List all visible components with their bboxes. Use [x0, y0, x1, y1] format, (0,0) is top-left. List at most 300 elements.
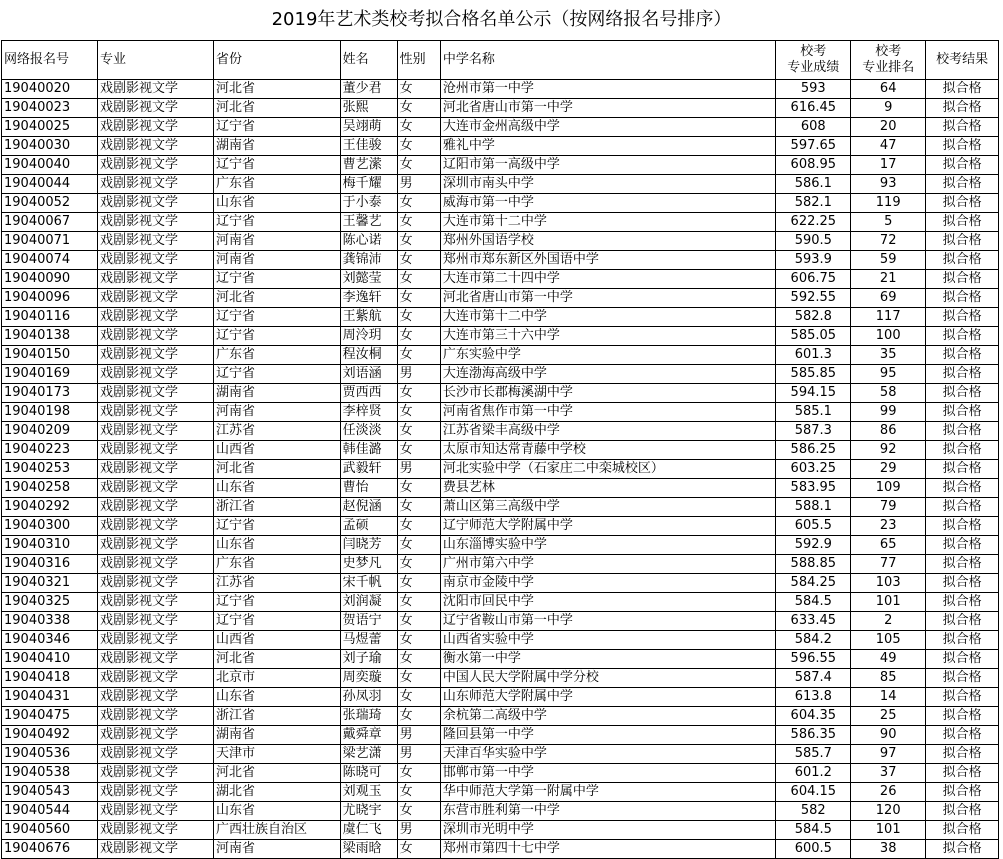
cell-score: 604.15: [776, 783, 851, 802]
cell-province: 湖南省: [214, 384, 341, 403]
cell-reg-no: 19040258: [2, 479, 98, 498]
cell-reg-no: 19040300: [2, 517, 98, 536]
cell-reg-no: 19040074: [2, 251, 98, 270]
cell-province: 山东省: [214, 536, 341, 555]
cell-result: 拟合格: [926, 327, 999, 346]
cell-major: 戏剧影视文学: [98, 536, 214, 555]
cell-score: 597.65: [776, 137, 851, 156]
cell-reg-no: 19040431: [2, 688, 98, 707]
cell-province: 江苏省: [214, 574, 341, 593]
col-header-school: 中学名称: [440, 41, 775, 80]
cell-school: 辽宁师范大学附属中学: [440, 517, 775, 536]
table-row: [2, 631, 999, 650]
cell-reg-no: 19040338: [2, 612, 98, 631]
cell-name: 史梦凡: [340, 555, 397, 574]
cell-result: 拟合格: [926, 346, 999, 365]
table-row: [2, 764, 999, 783]
table-row: [2, 327, 999, 346]
table-row: [2, 441, 999, 460]
cell-rank: 101: [851, 593, 926, 612]
table-row: [2, 536, 999, 555]
cell-rank: 49: [851, 650, 926, 669]
cell-major: 戏剧影视文学: [98, 80, 214, 99]
cell-result: 拟合格: [926, 707, 999, 726]
cell-result: 拟合格: [926, 137, 999, 156]
cell-major: 戏剧影视文学: [98, 175, 214, 194]
cell-reg-no: 19040316: [2, 555, 98, 574]
cell-province: 河北省: [214, 80, 341, 99]
cell-major: 戏剧影视文学: [98, 270, 214, 289]
cell-province: 辽宁省: [214, 118, 341, 137]
table-row: [2, 213, 999, 232]
cell-school: 东营市胜利第一中学: [440, 802, 775, 821]
cell-result: 拟合格: [926, 460, 999, 479]
cell-result: 拟合格: [926, 631, 999, 650]
cell-school: 太原市知达常青藤中学校: [440, 441, 775, 460]
cell-score: 586.25: [776, 441, 851, 460]
cell-school: 大连市第十二中学: [440, 308, 775, 327]
cell-major: 戏剧影视文学: [98, 745, 214, 764]
cell-score: 588.1: [776, 498, 851, 517]
table-row: [2, 555, 999, 574]
cell-rank: 2: [851, 612, 926, 631]
cell-result: 拟合格: [926, 422, 999, 441]
cell-rank: 100: [851, 327, 926, 346]
cell-major: 戏剧影视文学: [98, 840, 214, 859]
cell-province: 河北省: [214, 99, 341, 118]
cell-score: 601.3: [776, 346, 851, 365]
cell-reg-no: 19040560: [2, 821, 98, 840]
col-header-gender: 性别: [397, 41, 440, 80]
cell-name: 李逸轩: [340, 289, 397, 308]
cell-reg-no: 19040138: [2, 327, 98, 346]
cell-gender: 女: [397, 308, 440, 327]
cell-score: 587.3: [776, 422, 851, 441]
cell-name: 任淡淡: [340, 422, 397, 441]
table-row: [2, 175, 999, 194]
cell-major: 戏剧影视文学: [98, 612, 214, 631]
cell-name: 王佳骏: [340, 137, 397, 156]
table-row: [2, 707, 999, 726]
table-row: [2, 156, 999, 175]
cell-result: 拟合格: [926, 80, 999, 99]
cell-rank: 95: [851, 365, 926, 384]
cell-major: 戏剧影视文学: [98, 764, 214, 783]
cell-score: 605.5: [776, 517, 851, 536]
cell-name: 梁雨晗: [340, 840, 397, 859]
cell-gender: 女: [397, 80, 440, 99]
cell-province: 河南省: [214, 251, 341, 270]
cell-score: 600.5: [776, 840, 851, 859]
col-header-rank: 校考 专业排名: [851, 41, 926, 80]
cell-province: 山东省: [214, 194, 341, 213]
cell-reg-no: 19040116: [2, 308, 98, 327]
cell-school: 江苏省梁丰高级中学: [440, 422, 775, 441]
cell-reg-no: 19040676: [2, 840, 98, 859]
cell-reg-no: 19040150: [2, 346, 98, 365]
cell-score: 586.35: [776, 726, 851, 745]
cell-score: 590.5: [776, 232, 851, 251]
cell-gender: 女: [397, 574, 440, 593]
cell-school: 大连市第三十六中学: [440, 327, 775, 346]
cell-reg-no: 19040044: [2, 175, 98, 194]
cell-gender: 女: [397, 384, 440, 403]
cell-reg-no: 19040536: [2, 745, 98, 764]
cell-result: 拟合格: [926, 156, 999, 175]
cell-score: 592.55: [776, 289, 851, 308]
cell-score: 584.2: [776, 631, 851, 650]
cell-name: 刘子瑜: [340, 650, 397, 669]
cell-school: 大连市金州高级中学: [440, 118, 775, 137]
cell-major: 戏剧影视文学: [98, 631, 214, 650]
cell-name: 尤晓宇: [340, 802, 397, 821]
cell-score: 585.85: [776, 365, 851, 384]
cell-reg-no: 19040492: [2, 726, 98, 745]
cell-score: 603.25: [776, 460, 851, 479]
cell-gender: 女: [397, 118, 440, 137]
table-row: [2, 650, 999, 669]
cell-reg-no: 19040544: [2, 802, 98, 821]
cell-gender: 女: [397, 707, 440, 726]
cell-school: 邯郸市第一中学: [440, 764, 775, 783]
cell-major: 戏剧影视文学: [98, 99, 214, 118]
cell-name: 张瑞琦: [340, 707, 397, 726]
cell-reg-no: 19040346: [2, 631, 98, 650]
cell-reg-no: 19040310: [2, 536, 98, 555]
cell-name: 陈晓可: [340, 764, 397, 783]
cell-reg-no: 19040020: [2, 80, 98, 99]
cell-school: 衡水第一中学: [440, 650, 775, 669]
cell-reg-no: 19040067: [2, 213, 98, 232]
cell-major: 戏剧影视文学: [98, 156, 214, 175]
cell-province: 广东省: [214, 346, 341, 365]
cell-rank: 23: [851, 517, 926, 536]
cell-rank: 29: [851, 460, 926, 479]
cell-rank: 17: [851, 156, 926, 175]
cell-province: 浙江省: [214, 707, 341, 726]
cell-school: 费县艺林: [440, 479, 775, 498]
cell-result: 拟合格: [926, 270, 999, 289]
cell-school: 威海市第一中学: [440, 194, 775, 213]
table-row: [2, 460, 999, 479]
cell-province: 辽宁省: [214, 612, 341, 631]
cell-reg-no: 19040223: [2, 441, 98, 460]
cell-name: 吴翊萌: [340, 118, 397, 137]
cell-rank: 105: [851, 631, 926, 650]
cell-province: 浙江省: [214, 498, 341, 517]
cell-province: 江苏省: [214, 422, 341, 441]
cell-name: 曹艺潆: [340, 156, 397, 175]
cell-gender: 女: [397, 555, 440, 574]
cell-name: 刘语涵: [340, 365, 397, 384]
cell-rank: 101: [851, 821, 926, 840]
cell-score: 584.25: [776, 574, 851, 593]
cell-result: 拟合格: [926, 251, 999, 270]
table-row: [2, 612, 999, 631]
cell-gender: 女: [397, 612, 440, 631]
table-row: [2, 840, 999, 859]
cell-school: 天津百华实验中学: [440, 745, 775, 764]
cell-major: 戏剧影视文学: [98, 308, 214, 327]
cell-name: 周奕璇: [340, 669, 397, 688]
cell-province: 河北省: [214, 289, 341, 308]
cell-gender: 女: [397, 536, 440, 555]
cell-rank: 79: [851, 498, 926, 517]
cell-major: 戏剧影视文学: [98, 251, 214, 270]
cell-gender: 女: [397, 346, 440, 365]
table-row: [2, 517, 999, 536]
cell-result: 拟合格: [926, 802, 999, 821]
cell-gender: 男: [397, 460, 440, 479]
col-header-result: 校考结果: [926, 41, 999, 80]
cell-major: 戏剧影视文学: [98, 650, 214, 669]
cell-result: 拟合格: [926, 536, 999, 555]
cell-major: 戏剧影视文学: [98, 498, 214, 517]
cell-gender: 女: [397, 194, 440, 213]
cell-reg-no: 19040325: [2, 593, 98, 612]
table-row: [2, 289, 999, 308]
cell-school: 河北实验中学（石家庄二中栾城校区）: [440, 460, 775, 479]
cell-rank: 120: [851, 802, 926, 821]
cell-score: 585.05: [776, 327, 851, 346]
col-header-major: 专业: [98, 41, 214, 80]
table-row: [2, 498, 999, 517]
cell-rank: 109: [851, 479, 926, 498]
cell-rank: 64: [851, 80, 926, 99]
cell-school: 华中师范大学第一附属中学: [440, 783, 775, 802]
cell-result: 拟合格: [926, 365, 999, 384]
cell-result: 拟合格: [926, 441, 999, 460]
cell-score: 583.95: [776, 479, 851, 498]
cell-result: 拟合格: [926, 498, 999, 517]
cell-result: 拟合格: [926, 384, 999, 403]
cell-province: 辽宁省: [214, 327, 341, 346]
table-row: [2, 308, 999, 327]
cell-reg-no: 19040418: [2, 669, 98, 688]
cell-gender: 女: [397, 403, 440, 422]
header-row: [2, 41, 999, 80]
cell-school: 沧州市第一中学: [440, 80, 775, 99]
cell-gender: 女: [397, 631, 440, 650]
cell-name: 龚锦沛: [340, 251, 397, 270]
cell-major: 戏剧影视文学: [98, 479, 214, 498]
cell-name: 程汝桐: [340, 346, 397, 365]
cell-rank: 38: [851, 840, 926, 859]
table-row: [2, 346, 999, 365]
cell-province: 辽宁省: [214, 308, 341, 327]
cell-name: 武毅轩: [340, 460, 397, 479]
page-title: 2019年艺术类校考拟合格名单公示（按网络报名号排序）: [271, 9, 732, 30]
cell-result: 拟合格: [926, 232, 999, 251]
cell-school: 沈阳市回民中学: [440, 593, 775, 612]
cell-province: 广东省: [214, 555, 341, 574]
cell-result: 拟合格: [926, 517, 999, 536]
cell-rank: 58: [851, 384, 926, 403]
admission-table: [1, 40, 999, 859]
cell-name: 孟硕: [340, 517, 397, 536]
cell-school: 广州市第六中学: [440, 555, 775, 574]
cell-school: 山西省实验中学: [440, 631, 775, 650]
table-row: [2, 745, 999, 764]
cell-major: 戏剧影视文学: [98, 688, 214, 707]
cell-rank: 69: [851, 289, 926, 308]
cell-major: 戏剧影视文学: [98, 802, 214, 821]
cell-gender: 女: [397, 479, 440, 498]
cell-major: 戏剧影视文学: [98, 460, 214, 479]
cell-score: 584.5: [776, 593, 851, 612]
cell-result: 拟合格: [926, 612, 999, 631]
cell-result: 拟合格: [926, 194, 999, 213]
table-row: [2, 688, 999, 707]
cell-name: 梅千耀: [340, 175, 397, 194]
cell-rank: 65: [851, 536, 926, 555]
cell-reg-no: 19040023: [2, 99, 98, 118]
cell-major: 戏剧影视文学: [98, 574, 214, 593]
cell-reg-no: 19040071: [2, 232, 98, 251]
cell-province: 北京市: [214, 669, 341, 688]
table-row: [2, 783, 999, 802]
cell-result: 拟合格: [926, 403, 999, 422]
cell-rank: 5: [851, 213, 926, 232]
cell-gender: 女: [397, 156, 440, 175]
table-row: [2, 802, 999, 821]
cell-school: 河南省焦作市第一中学: [440, 403, 775, 422]
cell-rank: 77: [851, 555, 926, 574]
cell-score: 584.5: [776, 821, 851, 840]
cell-name: 董少君: [340, 80, 397, 99]
cell-score: 582.8: [776, 308, 851, 327]
cell-name: 刘懿莹: [340, 270, 397, 289]
cell-reg-no: 19040169: [2, 365, 98, 384]
cell-major: 戏剧影视文学: [98, 346, 214, 365]
cell-result: 拟合格: [926, 669, 999, 688]
cell-rank: 9: [851, 99, 926, 118]
cell-gender: 男: [397, 745, 440, 764]
cell-school: 南京市金陵中学: [440, 574, 775, 593]
cell-result: 拟合格: [926, 840, 999, 859]
cell-reg-no: 19040410: [2, 650, 98, 669]
cell-province: 山西省: [214, 441, 341, 460]
cell-major: 戏剧影视文学: [98, 422, 214, 441]
cell-gender: 女: [397, 232, 440, 251]
cell-gender: 男: [397, 726, 440, 745]
cell-major: 戏剧影视文学: [98, 118, 214, 137]
cell-name: 虞仁飞: [340, 821, 397, 840]
cell-reg-no: 19040052: [2, 194, 98, 213]
cell-gender: 女: [397, 251, 440, 270]
cell-gender: 女: [397, 764, 440, 783]
cell-score: 593.9: [776, 251, 851, 270]
cell-result: 拟合格: [926, 555, 999, 574]
cell-gender: 女: [397, 422, 440, 441]
cell-score: 582.1: [776, 194, 851, 213]
cell-rank: 21: [851, 270, 926, 289]
table-row: [2, 574, 999, 593]
cell-result: 拟合格: [926, 726, 999, 745]
cell-gender: 女: [397, 289, 440, 308]
cell-gender: 女: [397, 669, 440, 688]
cell-score: 616.45: [776, 99, 851, 118]
col-header-province: 省份: [214, 41, 341, 80]
cell-gender: 男: [397, 365, 440, 384]
cell-school: 郑州外国语学校: [440, 232, 775, 251]
cell-score: 608: [776, 118, 851, 137]
table-row: [2, 403, 999, 422]
cell-reg-no: 19040173: [2, 384, 98, 403]
cell-major: 戏剧影视文学: [98, 327, 214, 346]
cell-rank: 99: [851, 403, 926, 422]
cell-reg-no: 19040025: [2, 118, 98, 137]
cell-major: 戏剧影视文学: [98, 821, 214, 840]
cell-name: 戴舜章: [340, 726, 397, 745]
cell-result: 拟合格: [926, 821, 999, 840]
cell-gender: 女: [397, 802, 440, 821]
cell-name: 王紫航: [340, 308, 397, 327]
cell-reg-no: 19040096: [2, 289, 98, 308]
cell-school: 大连市第二十四中学: [440, 270, 775, 289]
cell-rank: 117: [851, 308, 926, 327]
cell-province: 河北省: [214, 460, 341, 479]
cell-province: 湖北省: [214, 783, 341, 802]
cell-province: 山东省: [214, 802, 341, 821]
table-row: [2, 422, 999, 441]
cell-province: 山西省: [214, 631, 341, 650]
cell-province: 山东省: [214, 688, 341, 707]
cell-province: 湖南省: [214, 137, 341, 156]
cell-reg-no: 19040538: [2, 764, 98, 783]
cell-name: 于小泰: [340, 194, 397, 213]
table-row: [2, 365, 999, 384]
cell-result: 拟合格: [926, 99, 999, 118]
cell-school: 深圳市光明中学: [440, 821, 775, 840]
cell-score: 622.25: [776, 213, 851, 232]
cell-rank: 90: [851, 726, 926, 745]
cell-name: 王馨艺: [340, 213, 397, 232]
cell-school: 山东淄博实验中学: [440, 536, 775, 555]
cell-rank: 14: [851, 688, 926, 707]
table-row: [2, 118, 999, 137]
cell-major: 戏剧影视文学: [98, 783, 214, 802]
cell-rank: 85: [851, 669, 926, 688]
cell-school: 雅礼中学: [440, 137, 775, 156]
cell-province: 辽宁省: [214, 517, 341, 536]
cell-rank: 20: [851, 118, 926, 137]
cell-score: 588.85: [776, 555, 851, 574]
cell-school: 广东实验中学: [440, 346, 775, 365]
cell-score: 608.95: [776, 156, 851, 175]
cell-gender: 女: [397, 213, 440, 232]
cell-gender: 男: [397, 175, 440, 194]
cell-result: 拟合格: [926, 688, 999, 707]
cell-reg-no: 19040030: [2, 137, 98, 156]
cell-result: 拟合格: [926, 479, 999, 498]
cell-rank: 86: [851, 422, 926, 441]
cell-name: 刘观玉: [340, 783, 397, 802]
cell-gender: 女: [397, 99, 440, 118]
cell-result: 拟合格: [926, 289, 999, 308]
cell-major: 戏剧影视文学: [98, 365, 214, 384]
cell-major: 戏剧影视文学: [98, 232, 214, 251]
cell-major: 戏剧影视文学: [98, 726, 214, 745]
cell-rank: 92: [851, 441, 926, 460]
cell-name: 李梓贤: [340, 403, 397, 422]
cell-school: 郑州市郑东新区外国语中学: [440, 251, 775, 270]
table-row: [2, 821, 999, 840]
cell-major: 戏剧影视文学: [98, 213, 214, 232]
cell-province: 辽宁省: [214, 365, 341, 384]
cell-school: 隆回县第一中学: [440, 726, 775, 745]
cell-result: 拟合格: [926, 213, 999, 232]
